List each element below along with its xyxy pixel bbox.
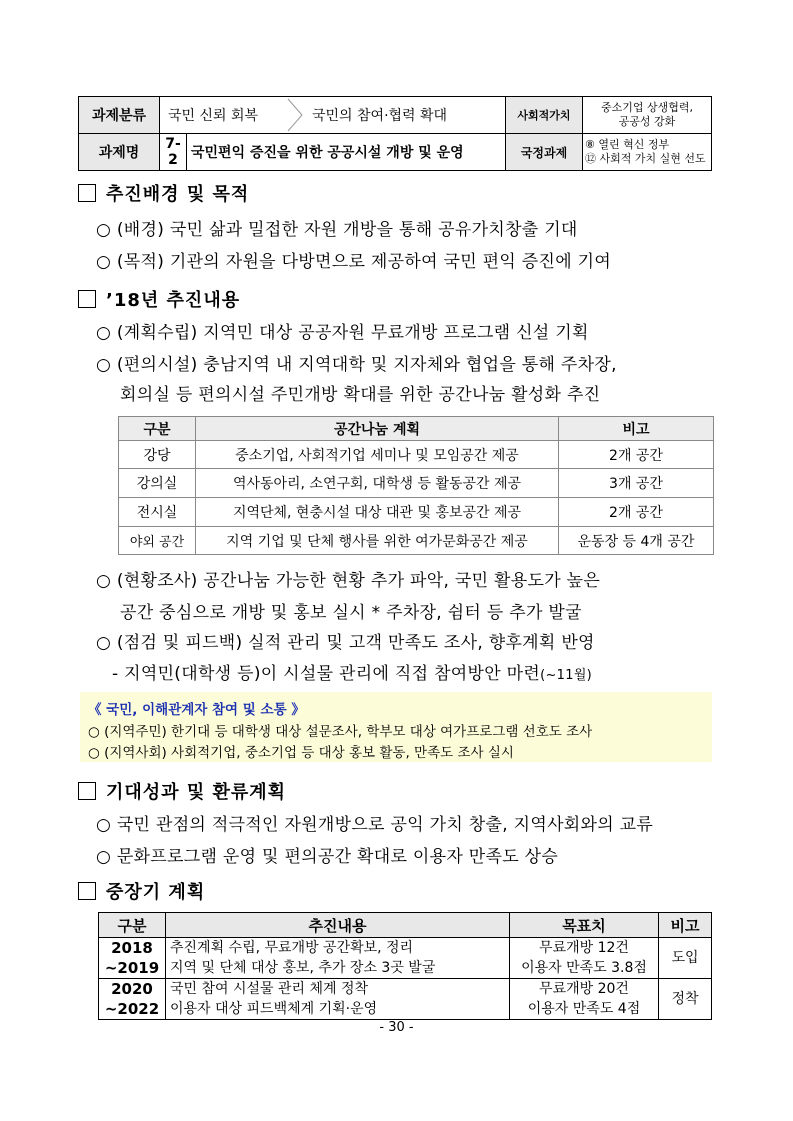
table-row [119,469,714,498]
plan-header-note: 비고 [659,913,712,938]
space-cell: 전시실 [119,498,196,527]
space-header-plan: 공간나눔 계획 [196,417,559,441]
national-task-1: ⑧ 열린 혁신 정부 [585,138,670,151]
checkbox-square-icon [78,782,96,800]
plan-content: 지역 및 단체 대상 홍보, 추가 장소 3곳 발굴 [170,960,436,976]
task-name: 국민편익 증진을 위한 공공시설 개방 및 운영 [187,134,506,171]
social-value-label: 사회적가치 [506,97,583,134]
table-row [119,441,714,469]
s1-item-2: ○ (목적) 기관의 자원을 다방면으로 제공하여 국민 편익 증진에 기여 [96,252,612,272]
note-title: 《 국민, 이해관계자 참여 및 소통 》 [88,702,305,718]
plan-header-category: 구분 [99,913,166,938]
plan-year: 2020 [111,980,153,998]
table-row [119,527,714,555]
space-cell: 지역단체, 현충시설 대상 대관 및 홍보공간 제공 [196,498,559,527]
section-4-title: 중장기 계획 [78,878,205,904]
plan-target: 무료개방 12건 [539,940,629,956]
checkbox-square-icon [78,882,96,900]
plan-content: 이용자 대상 피드백체계 기획·운영 [170,1001,378,1017]
section-1-title: 추진배경 및 목적 [78,180,249,206]
note-line-1: ○ (지역주민) 한기대 등 대학생 대상 설문조사, 학부모 대상 여가프로그램 선호도 조사 [88,724,593,740]
space-header-note: 비고 [559,417,714,441]
midlong-plan-table [98,912,712,1020]
table-row [119,498,714,527]
note-line-2: ○ (지역사회) 사회적기업, 중소기업 등 대상 홍보 활동, 만족도 조사 실시 [88,745,514,761]
checkbox-square-icon [78,290,96,308]
task-label: 과제명 [79,134,160,171]
social-value-line1: 중소기업 상생협력, [600,101,693,114]
space-header-category: 구분 [119,417,196,441]
space-cell: 3개 공간 [559,469,714,498]
checkbox-square-icon [78,184,96,202]
stakeholder-note-box [80,692,712,762]
space-cell: 지역 기업 및 단체 행사를 위한 여가문화공간 제공 [196,527,559,555]
plan-target: 무료개방 20건 [539,981,629,997]
plan-year: 2018 [111,939,153,957]
s3-item-2: ○ 문화프로그램 운영 및 편의공간 확대로 이용자 만족도 상승 [96,847,559,867]
s2-item-2b: 회의실 등 편의시설 주민개방 확대를 위한 공간나눔 활성화 추진 [120,385,601,405]
space-cell: 운동장 등 4개 공간 [559,527,714,555]
space-cell: 중소기업, 사회적기업 세미나 및 모임공간 제공 [196,441,559,469]
s2-item-3a: ○ (현황조사) 공간나눔 가능한 현황 추가 파악, 국민 활용도가 높은 [96,571,601,591]
plan-content: 국민 참여 시설물 관리 체계 정착 [170,981,369,997]
page-number: - 30 - [379,1020,414,1035]
task-header-table [78,96,712,171]
chevron-right-icon [286,98,304,132]
table-row [99,979,712,1020]
plan-header-target: 목표치 [510,913,659,938]
table-row [99,938,712,979]
national-task-2: ⑫ 사회적 가치 실현 선도 [585,152,706,165]
space-cell: 강당 [119,441,196,469]
space-cell: 강의실 [119,469,196,498]
task-number: 7-2 [160,134,187,171]
s1-item-1: ○ (배경) 국민 삶과 밀접한 자원 개방을 통해 공유가치창출 기대 [96,220,578,240]
space-cell: 역사동아리, 소연구회, 대학생 등 활동공간 제공 [196,469,559,498]
s2-item-4: ○ (점검 및 피드백) 실적 관리 및 고객 만족도 조사, 향후계획 반영 [96,633,595,653]
category-1: 국민 신뢰 회복 [168,108,259,124]
plan-year: ~2022 [104,1000,160,1018]
category-label: 과제분류 [79,97,160,134]
space-sharing-table [118,416,714,555]
s2-item-1: ○ (계획수립) 지역민 대상 공공자원 무료개방 프로그램 신설 기획 [96,323,589,343]
plan-content: 추진계획 수립, 무료개방 공간확보, 정리 [170,940,414,956]
plan-year: ~2019 [104,959,160,977]
s2-item-4-sub: - 지역민(대학생 등)이 시설물 관리에 직접 참여방안 마련(~11월) [112,664,593,684]
plan-note: 정착 [659,979,712,1020]
plan-header-content: 추진내용 [166,913,510,938]
s2-item-2a: ○ (편의시설) 충남지역 내 지역대학 및 지자체와 협업을 통해 주차장, [96,355,617,375]
section-2-title: ’18년 추진내용 [78,286,240,312]
social-value-line2: 공공성 강화 [618,115,676,128]
plan-target: 이용자 만족도 3.8점 [521,960,647,976]
national-task-label: 국정과제 [506,134,583,171]
section-3-title: 기대성과 및 환류계획 [78,778,286,804]
plan-note: 도입 [659,938,712,979]
category-2: 국민의 참여·협력 확대 [312,108,448,124]
plan-target: 이용자 만족도 4점 [527,1001,641,1017]
s2-item-3b: 공간 중심으로 개방 및 홍보 실시 * 주차장, 쉼터 등 추가 발굴 [120,603,582,623]
space-cell: 2개 공간 [559,441,714,469]
space-cell: 야외 공간 [119,527,196,555]
s3-item-1: ○ 국민 관점의 적극적인 자원개방으로 공익 가치 창출, 지역사회와의 교류 [96,815,654,835]
space-cell: 2개 공간 [559,498,714,527]
